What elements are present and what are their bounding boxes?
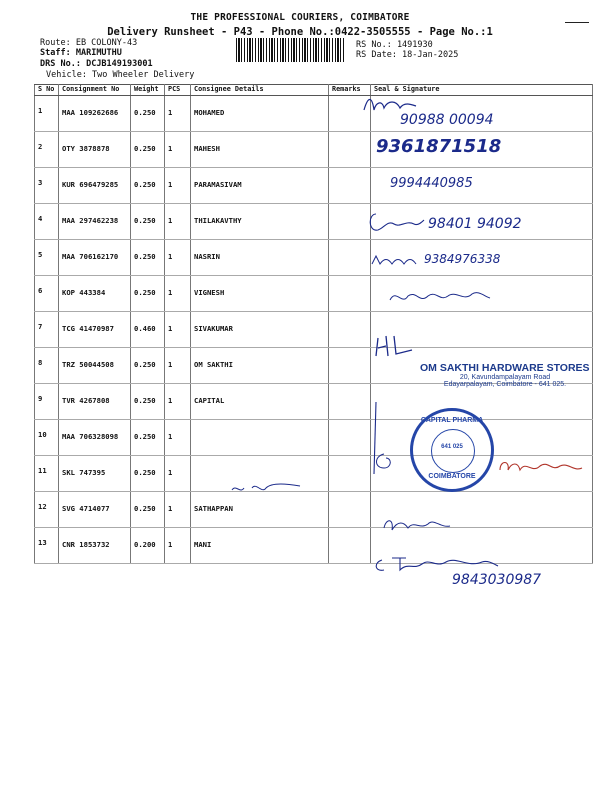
- handwritten-phone-4: 98401 94092: [428, 216, 522, 232]
- col-sno: S No: [35, 85, 59, 96]
- cell-weight: 0.250: [131, 240, 165, 276]
- cell-pcs: 1: [165, 528, 191, 564]
- cell-sno: 12: [35, 492, 59, 528]
- drs-line: [40, 59, 153, 69]
- cell-weight: 0.250: [131, 420, 165, 456]
- cell-consignee: [191, 420, 329, 456]
- cell-remarks: [329, 240, 371, 276]
- cell-consignment: SKL 747395: [59, 456, 131, 492]
- cell-sno: 5: [35, 240, 59, 276]
- handwritten-phone-3: 9994440985: [390, 176, 473, 191]
- runsheet-table: [34, 84, 593, 564]
- cell-consignment: TVR 4267808: [59, 384, 131, 420]
- cell-remarks: [329, 528, 371, 564]
- table-row: [35, 528, 593, 564]
- drs-label: DRS No.:: [40, 59, 81, 69]
- cell-weight: 0.250: [131, 276, 165, 312]
- cell-remarks: [329, 492, 371, 528]
- cell-consignment: MAA 706328098: [59, 420, 131, 456]
- signature-scribble-9: [496, 456, 586, 480]
- cell-remarks: [329, 456, 371, 492]
- cell-consignee: PARAMASIVAM: [191, 168, 329, 204]
- cell-consignee: VIGNESH: [191, 276, 329, 312]
- cell-weight: 0.250: [131, 456, 165, 492]
- runsheet-title: Delivery Runsheet - P43 - Phone No.:0422-3505555 - Page No.:1: [107, 26, 493, 38]
- cell-sno: 13: [35, 528, 59, 564]
- cell-pcs: 1: [165, 204, 191, 240]
- drs-number: DCJB149193001: [86, 59, 153, 69]
- cell-weight: 0.250: [131, 384, 165, 420]
- handwritten-phone-13: 9843030987: [452, 572, 542, 588]
- col-consignment: Consignment No: [59, 85, 131, 96]
- cell-consignee: OM SAKTHI: [191, 348, 329, 384]
- cell-consignment: KUR 696479285: [59, 168, 131, 204]
- table-row: [35, 384, 593, 420]
- signature-scribble-10: [372, 452, 396, 472]
- vehicle-line: Vehicle: Two Wheeler Delivery: [46, 70, 195, 80]
- cell-remarks: [329, 168, 371, 204]
- col-consignee: Consignee Details: [191, 85, 329, 96]
- cell-consignee: NASRIN: [191, 240, 329, 276]
- om-sakthi-stamp-addr1: 20, Kavundampalayam Road: [459, 374, 551, 381]
- cell-weight: 0.250: [131, 132, 165, 168]
- cell-remarks: [329, 420, 371, 456]
- om-sakthi-stamp-addr2: Edayarpalayam, Coimbatore - 641 025.: [443, 381, 567, 388]
- cell-pcs: 1: [165, 96, 191, 132]
- cell-consignee: MAHESH: [191, 132, 329, 168]
- rs-date: RS Date: 18-Jan-2025: [356, 50, 459, 60]
- staff-label: Staff:: [40, 48, 71, 58]
- capital-pharma-stamp-bottom: COIMBATORE: [428, 473, 476, 480]
- col-remarks: Remarks: [329, 85, 371, 96]
- table-row: [35, 96, 593, 132]
- cell-consignment: MAA 297462238: [59, 204, 131, 240]
- cell-signature: [371, 384, 593, 420]
- cell-pcs: 1: [165, 420, 191, 456]
- cell-remarks: [329, 132, 371, 168]
- table-row: [35, 168, 593, 204]
- cell-sno: 10: [35, 420, 59, 456]
- barcode: [236, 38, 344, 62]
- cell-pcs: 1: [165, 492, 191, 528]
- cell-weight: 0.250: [131, 204, 165, 240]
- cell-consignment: TCG 41470987: [59, 312, 131, 348]
- col-pcs: PCS: [165, 85, 191, 96]
- table-row: [35, 240, 593, 276]
- corner-dash-mark: [565, 22, 589, 23]
- cell-sno: 2: [35, 132, 59, 168]
- staff-name: MARIMUTHU: [75, 48, 122, 58]
- cell-pcs: 1: [165, 384, 191, 420]
- staff-line: [40, 48, 122, 58]
- rs-number: RS No.: 1491930: [356, 40, 433, 50]
- col-weight: Weight: [131, 85, 165, 96]
- capital-pharma-stamp-top: CAPITAL PHARMA: [420, 417, 484, 424]
- table-header-row: [35, 85, 593, 96]
- cell-consignee: THILAKAVTHY: [191, 204, 329, 240]
- cell-weight: 0.250: [131, 168, 165, 204]
- cell-consignee: SIVAKUMAR: [191, 312, 329, 348]
- cell-consignment: TRZ 50044508: [59, 348, 131, 384]
- cell-consignee: CAPITAL: [191, 384, 329, 420]
- table-row: [35, 420, 593, 456]
- cell-sno: 8: [35, 348, 59, 384]
- cell-weight: 0.250: [131, 96, 165, 132]
- cell-pcs: 1: [165, 456, 191, 492]
- cell-consignment: MAA 706162170: [59, 240, 131, 276]
- handwritten-phone-1: 90988 00094: [400, 112, 494, 128]
- om-sakthi-stamp-name: OM SAKTHI HARDWARE STORES: [420, 362, 590, 374]
- cell-remarks: [329, 204, 371, 240]
- om-sakthi-stamp: [420, 362, 590, 388]
- cell-remarks: [329, 384, 371, 420]
- cell-sno: 4: [35, 204, 59, 240]
- cell-weight: 0.460: [131, 312, 165, 348]
- capital-pharma-stamp-inner-ring: [431, 429, 475, 473]
- signature-scribble-4: [366, 208, 426, 236]
- cell-weight: 0.250: [131, 348, 165, 384]
- cell-pcs: 1: [165, 348, 191, 384]
- cell-sno: 6: [35, 276, 59, 312]
- cell-consignee: MANI: [191, 528, 329, 564]
- cell-sno: 7: [35, 312, 59, 348]
- cell-remarks: [329, 348, 371, 384]
- cell-sno: 11: [35, 456, 59, 492]
- table-row: [35, 312, 593, 348]
- cell-pcs: 1: [165, 240, 191, 276]
- cell-pcs: 1: [165, 312, 191, 348]
- signature-scribble-12: [380, 514, 460, 536]
- cell-weight: 0.250: [131, 492, 165, 528]
- capital-pharma-stamp-pin: 641 025: [441, 444, 463, 450]
- cell-remarks: [329, 312, 371, 348]
- table-row: [35, 492, 593, 528]
- cell-sno: 9: [35, 384, 59, 420]
- cell-consignment: SVG 4714077: [59, 492, 131, 528]
- cell-pcs: 1: [165, 276, 191, 312]
- cell-sno: 3: [35, 168, 59, 204]
- cell-pcs: 1: [165, 168, 191, 204]
- cell-consignment: KOP 443384: [59, 276, 131, 312]
- cell-weight: 0.200: [131, 528, 165, 564]
- table-row: [35, 276, 593, 312]
- company-title: THE PROFESSIONAL COURIERS, COIMBATORE: [190, 12, 410, 23]
- route-line: Route: EB COLONY-43: [40, 38, 138, 48]
- cell-consignment: OTY 3878878: [59, 132, 131, 168]
- cell-pcs: 1: [165, 132, 191, 168]
- cell-consignment: CNR 1853732: [59, 528, 131, 564]
- cell-sno: 1: [35, 96, 59, 132]
- table-row: [35, 132, 593, 168]
- cell-remarks: [329, 276, 371, 312]
- handwritten-phone-2: 9361871518: [376, 136, 502, 157]
- col-seal-signature: Seal & Signature: [371, 85, 593, 96]
- cell-consignee: MOHAMED: [191, 96, 329, 132]
- cell-consignment: MAA 109262686: [59, 96, 131, 132]
- signature-scribble-11: [228, 478, 304, 498]
- handwritten-phone-5: 9384976338: [424, 252, 501, 266]
- signature-scribble-5: [370, 252, 420, 268]
- signature-scribble-6: [386, 286, 496, 308]
- cell-consignee: SATHAPPAN: [191, 492, 329, 528]
- capital-pharma-stamp: [410, 408, 494, 492]
- signature-scribble-7: [370, 330, 420, 360]
